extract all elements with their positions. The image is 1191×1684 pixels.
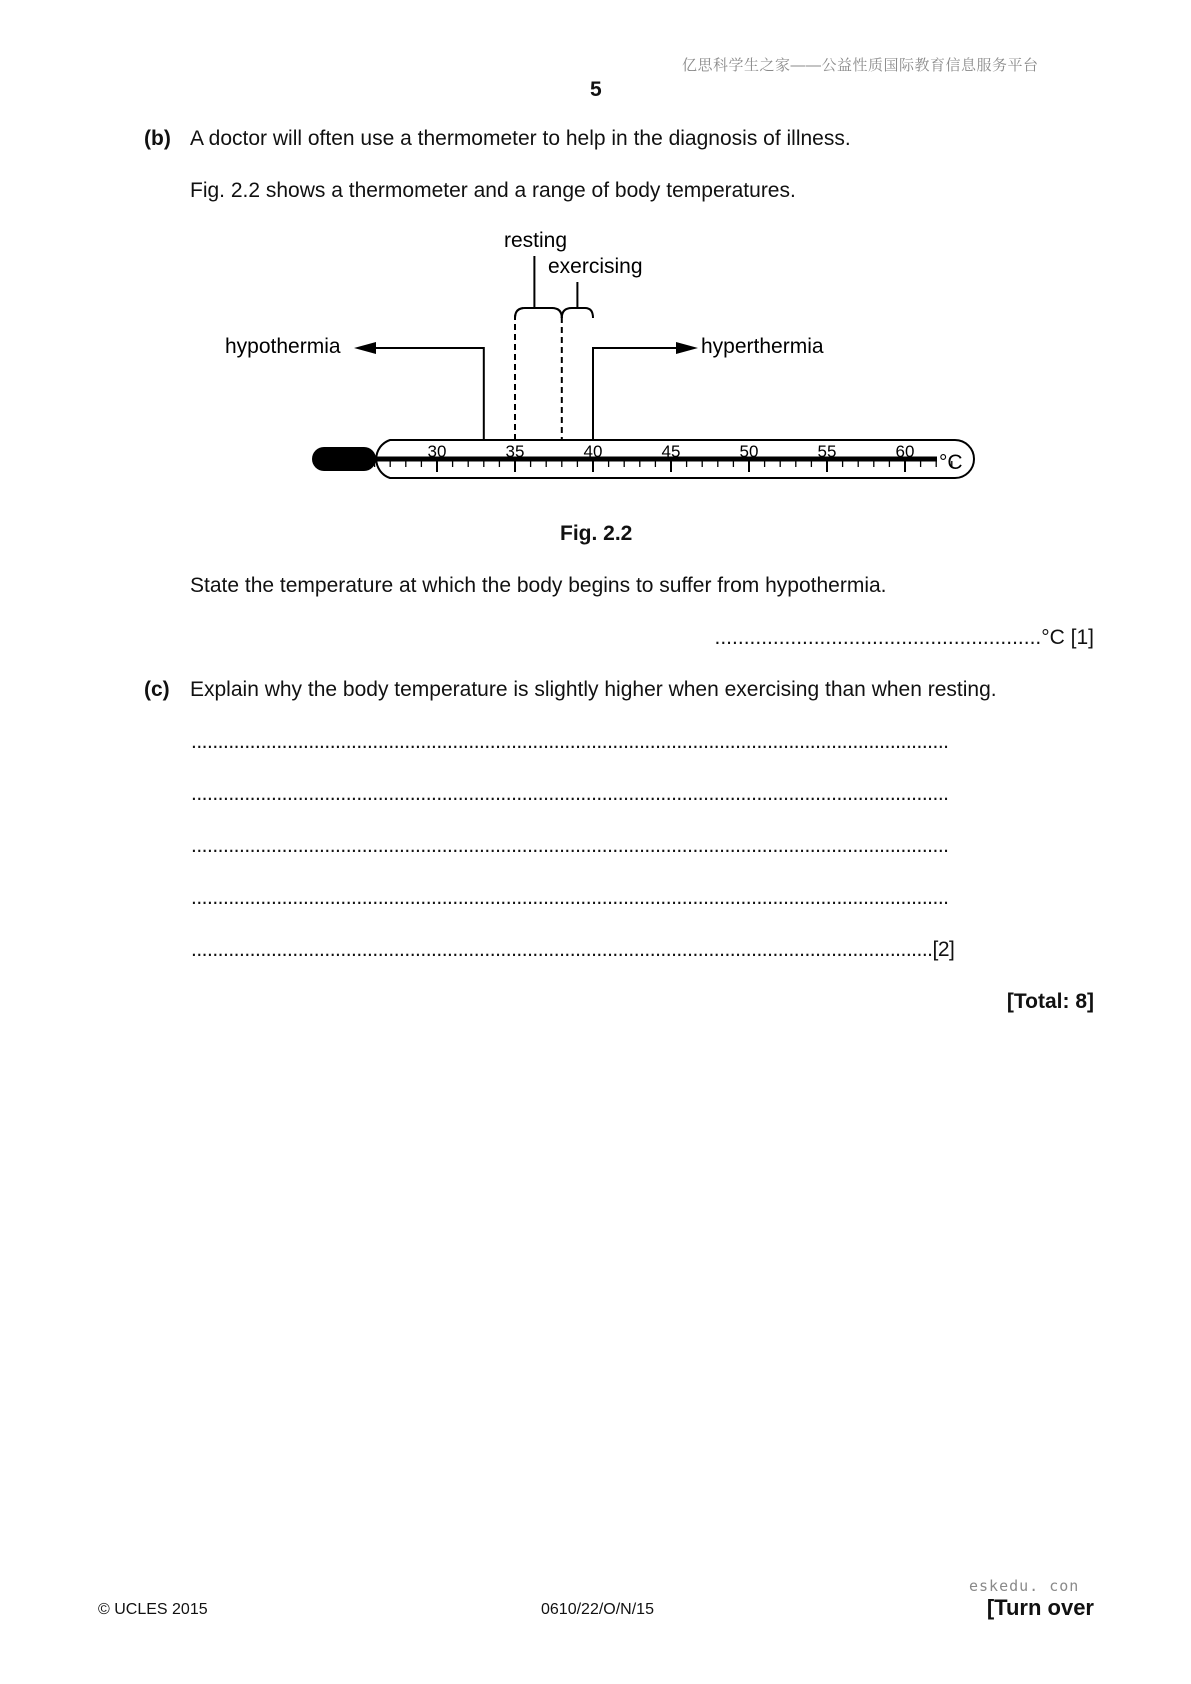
answer-line-4[interactable]: .............................................................................................................................................. (191, 886, 949, 909)
answer-line-2[interactable]: .............................................................................................................................................. (191, 782, 949, 805)
tick-label-60: 60 (895, 442, 915, 461)
tick-label-35: 35 (505, 442, 525, 461)
thermometer (312, 440, 974, 478)
footer-watermark: eskedu. con (969, 1577, 1080, 1595)
page-number: 5 (590, 78, 602, 101)
tick-label-30: 30 (427, 442, 447, 461)
tick-label-40: 40 (583, 442, 603, 461)
copyright: © UCLES 2015 (98, 1601, 208, 1618)
header-watermark: 亿思科学生之家——公益性质国际教育信息服务平台 (682, 57, 1039, 74)
hyperthermia-pointer (593, 348, 680, 440)
hyperthermia-label: hyperthermia (701, 335, 824, 358)
tick-label-50: 50 (739, 442, 759, 461)
turn-over: [Turn over (986, 1595, 1094, 1620)
fig-intro-text: Fig. 2.2 shows a thermometer and a range of body temperatures. (190, 179, 796, 202)
hyperthermia-arrowhead (676, 342, 698, 354)
answer-line-3[interactable]: .............................................................................................................................................. (191, 834, 949, 857)
hypothermia-answer-line[interactable]: ........................................................°C [1] (714, 626, 1094, 649)
exercising-label: exercising (548, 255, 643, 278)
thermometer-figure (0, 0, 1191, 520)
part-b-label: (b) (144, 127, 171, 150)
resting-bracket-top (515, 308, 562, 318)
scale-ticks (375, 461, 952, 472)
hypothermia-pointer (372, 348, 484, 440)
answer-line-5[interactable]: ...........................................................................................................................................[2] (191, 938, 955, 961)
resting-label: resting (504, 229, 568, 252)
tick-label-55: 55 (817, 442, 837, 461)
part-b-text: A doctor will often use a thermometer to help in the diagnosis of illness. (190, 127, 851, 150)
hypothermia-label: hypothermia (225, 335, 341, 358)
figure-caption: Fig. 2.2 (560, 522, 633, 545)
exercising-bracket (562, 308, 593, 318)
range-brackets (354, 256, 698, 440)
part-c-label: (c) (144, 678, 170, 701)
part-b-question: State the temperature at which the body begins to suffer from hypothermia. (190, 574, 887, 597)
total-marks: [Total: 8] (1006, 990, 1094, 1013)
hypothermia-arrowhead (354, 342, 376, 354)
resting-bracket (515, 308, 562, 440)
tick-label-45: 45 (661, 442, 681, 461)
unit-label: °C (939, 451, 963, 474)
part-c-text: Explain why the body temperature is slightly higher when exercising than when resting. (190, 678, 997, 701)
paper-code: 0610/22/O/N/15 (541, 1601, 654, 1618)
answer-line-1[interactable]: .............................................................................................................................................. (191, 730, 949, 753)
